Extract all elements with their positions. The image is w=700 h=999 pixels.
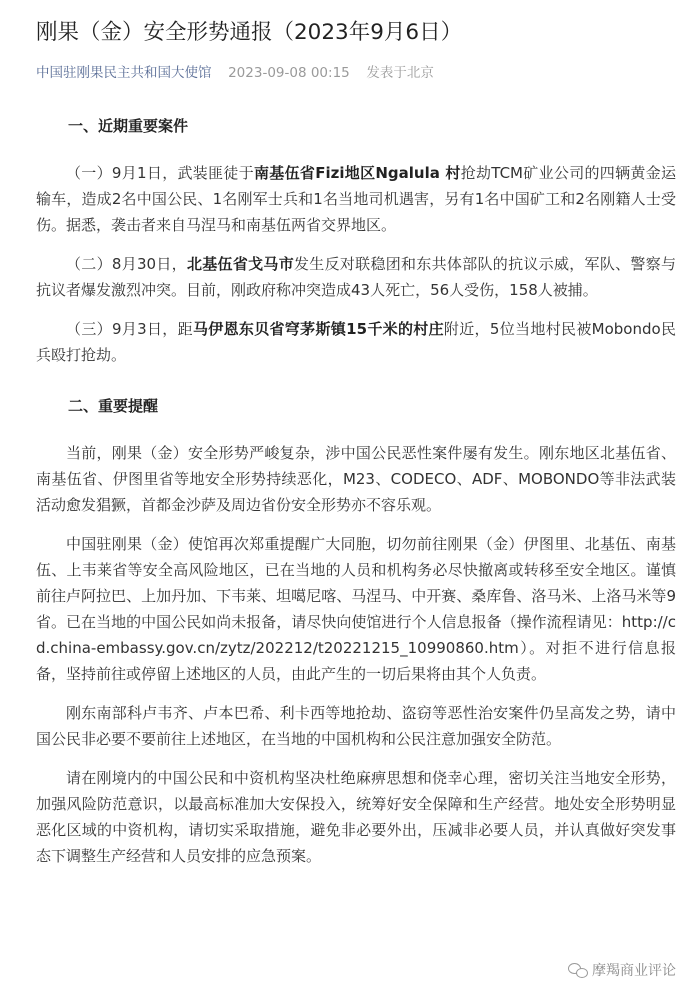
case-3-pre: （三）9月3日，距: [66, 320, 193, 338]
article-title: 刚果（金）安全形势通报（2023年9月6日）: [36, 20, 463, 45]
case-1-post: 抢劫TCM矿业公司的四辆黄金运输车，造成2名中国公民、1名刚军士兵和1名当地司机遇害，另有1名中国矿工和2名刚籍人士受伤。据悉，袭击者来自马涅马和南基伍两省交界地区。: [36, 164, 676, 234]
section-heading-reminders: 二、重要提醒: [68, 397, 159, 415]
section-heading-cases: 一、近期重要案件: [68, 117, 189, 135]
reminder-paragraph-1: 当前，刚果（金）安全形势严峻复杂，涉中国公民恶性案件屡有发生。刚东地区北基伍省、南基伍省、伊图里省等地安全形势持续恶化，M23、CODECO、ADF、MOBONDO等非法武装活动愈发猖獗，首都金沙萨及周边省份安全形势亦不容乐观。: [36, 444, 676, 514]
account-name-link[interactable]: 中国驻刚果民主共和国大使馆: [36, 65, 212, 81]
case-paragraph-1: [36, 160, 676, 238]
publish-datetime: 2023-09-08 00:15: [228, 65, 350, 81]
reminder-paragraph-3: 刚东南部科卢韦齐、卢本巴希、利卡西等地抢劫、盗窃等恶性治安案件仍呈高发之势，请中国公民非必要不要前往上述地区，在当地的中国机构和公民注意加强安全防范。: [36, 704, 676, 748]
case-3-location: 马伊恩东贝省穹茅斯镇15千米的村庄: [192, 320, 444, 338]
reminder-paragraph-2: 中国驻刚果（金）使馆再次郑重提醒广大同胞，切勿前往刚果（金）伊图里、北基伍、南基伍、上韦莱省等安全高风险地区，已在当地的人员和机构务必尽快撤离或转移至安全地区。谨慎前往卢阿拉巴、上加丹加、下韦莱、坦噶尼喀、马涅马、中开赛、桑库鲁、洛马米、上洛马米等9省。已在当地的中国公民如尚未报备，请尽快向使馆进行个人信息报备（操作流程请见：http://cd.china-embassy.gov.cn/zytz/202212/t20221215_10990860.htm）。对拒不进行信息报备，坚持前往或停留上述地区的人员，由此产生的一切后果将由其个人负责。: [36, 535, 676, 683]
article-meta: [36, 64, 434, 82]
case-3-post: 附近，5位当地村民被Mobondo民兵殴打抢劫。: [36, 320, 676, 364]
reminder-paragraph-4: 请在刚境内的中国公民和中资机构坚决杜绝麻痹思想和侥幸心理，密切关注当地安全形势，加强风险防范意识，以最高标准加大安保投入，统筹好安全保障和生产经营。地处安全形势明显恶化区域的中资机构，请切实采取措施，避免非必要外出，压减非必要人员，并认真做好突发事态下调整生产经营和人员安排的应急预案。: [36, 769, 676, 865]
case-2-location: 北基伍省戈马市: [186, 255, 295, 273]
article-body: [36, 114, 676, 869]
wechat-icon: [568, 962, 588, 978]
case-paragraph-2: [36, 251, 676, 303]
publish-location: 发表于北京: [366, 65, 434, 81]
case-paragraph-3: [36, 316, 676, 368]
case-1-pre: （一）9月1日，武装匪徒于: [66, 164, 254, 182]
case-2-post: 发生反对联稳团和东共体部队的抗议示威，军队、警察与抗议者爆发激烈冲突。目前，刚政府称冲突造成43人死亡，56人受伤，158人被捕。: [36, 255, 676, 299]
watermark: [568, 960, 676, 980]
watermark-text: 摩羯商业评论: [592, 963, 676, 979]
case-2-pre: （二）8月30日，: [66, 255, 187, 273]
case-1-location: 南基伍省Fizi地区Ngalula 村: [254, 164, 461, 182]
